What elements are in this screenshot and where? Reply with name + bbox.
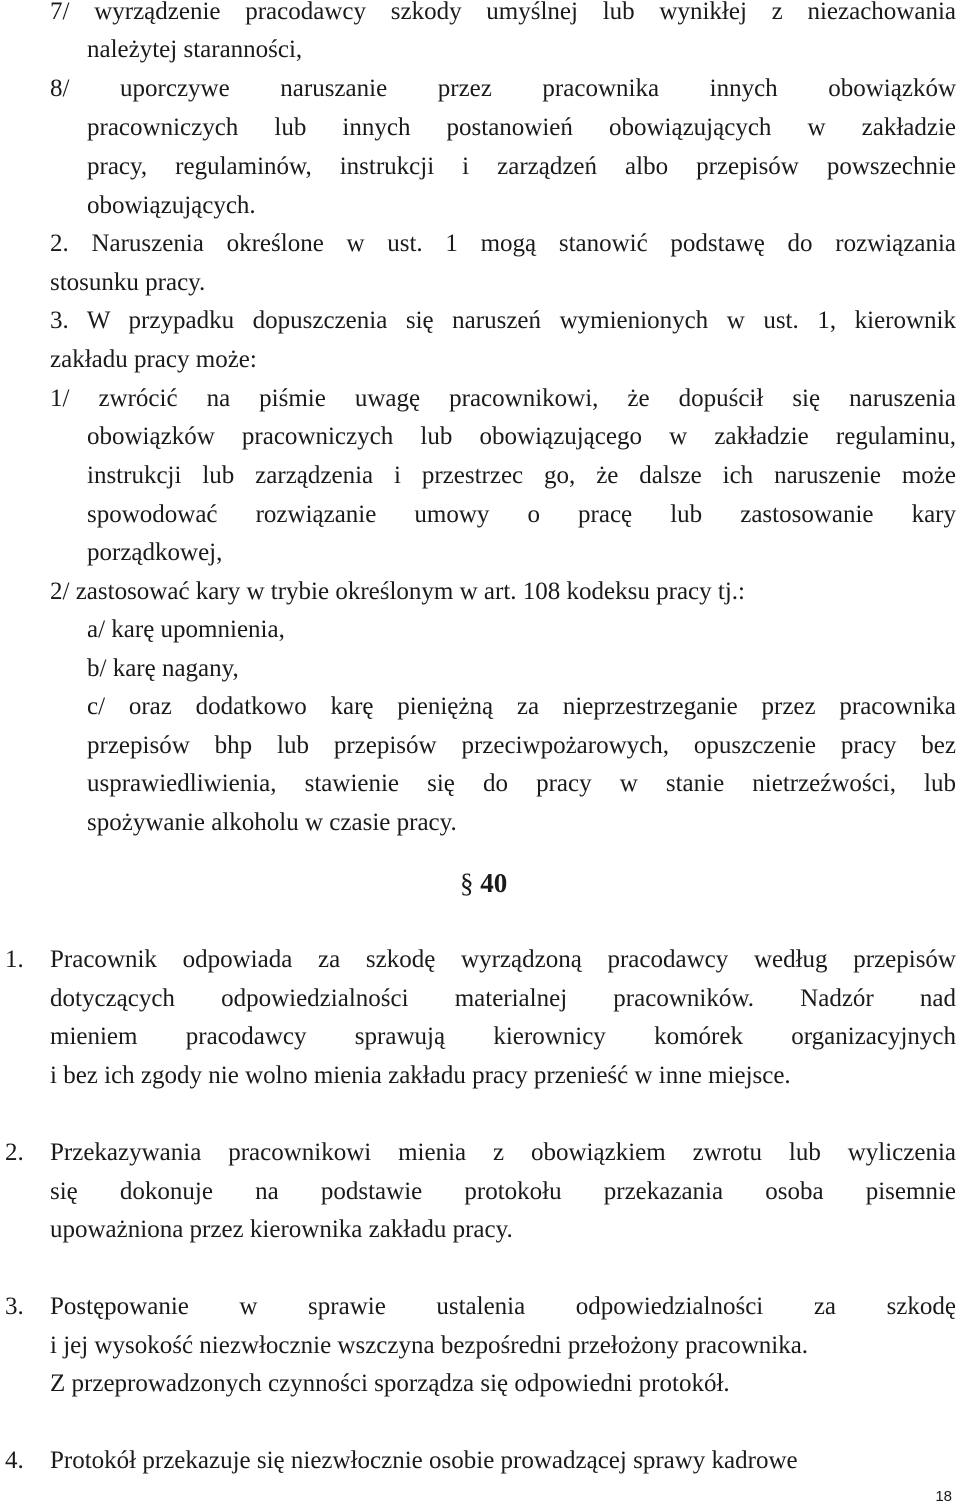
text-line: Postępowanie w sprawie ustalenia odpowiedzialności za szkodę [50,1293,956,1320]
text-line: instrukcji lub zarządzenia i przestrzec go, że dalsze ich naruszenie może [87,462,956,489]
page-number: 18 [935,1488,952,1505]
text-line: spożywanie alkoholu w czasie pracy. [87,809,457,836]
text-line: obowiązków pracowniczych lub obowiązującego w zakładzie regulaminu, [87,423,956,450]
text-line: upoważniona przez kierownika zakładu pracy. [50,1216,513,1243]
text-line: b/ karę nagany, [87,655,239,682]
section-number: 40 [480,868,508,898]
text-line: stosunku pracy. [50,269,206,296]
text-line: obowiązujących. [87,192,256,219]
text-line: Z przeprowadzonych czynności sporządza się odpowiedni protokół. [50,1370,730,1397]
text-line: 8/ uporczywe naruszanie przez pracownika innych obowiązków [50,75,956,102]
item-number: 2. [5,1139,24,1166]
text-line: usprawiedliwienia, stawienie się do pracy w stanie nietrzeźwości, lub [87,770,956,797]
text-line: przepisów bhp lub przepisów przeciwpożarowych, opuszczenie pracy bez [87,732,956,759]
text-line: 1/ zwrócić na piśmie uwagę pracownikowi, że dopuścił się naruszenia [50,385,956,412]
text-line: pracowniczych lub innych postanowień obowiązujących w zakładzie [87,114,956,141]
text-line: 2. Naruszenia określone w ust. 1 mogą stanowić podstawę do rozwiązania [50,230,956,257]
text-line: i bez ich zgody nie wolno mienia zakładu pracy przenieść w inne miejsce. [50,1062,791,1089]
text-line: a/ karę upomnienia, [87,616,285,643]
text-line: i jej wysokość niezwłocznie wszczyna bezpośredni przełożony pracownika. [50,1332,809,1359]
text-line: zakładu pracy może: [50,346,257,373]
item-number: 1. [5,946,24,973]
text-line: mieniem pracodawcy sprawują kierownicy komórek organizacyjnych [50,1023,956,1050]
text-line: pracy, regulaminów, instrukcji i zarządzeń albo przepisów powszechnie [87,153,956,180]
section-symbol: § [460,868,474,898]
text-line: porządkowej, [87,539,223,566]
text-line: c/ oraz dodatkowo karę pieniężną za nieprzestrzeganie przez pracownika [87,693,956,720]
text-line: dotyczących odpowiedzialności materialnej pracowników. Nadzór nad [50,985,956,1012]
item-number: 4. [5,1447,24,1474]
text-line: 2/ zastosować kary w trybie określonym w art. 108 kodeksu pracy tj.: [50,578,745,605]
text-line: się dokonuje na podstawie protokołu przekazania osoba pisemnie [50,1178,956,1205]
section-heading [460,868,507,898]
text-line: Pracownik odpowiada za szkodę wyrządzoną pracodawcy według przepisów [50,946,956,973]
item-number: 3. [5,1293,24,1320]
text-line: spowodować rozwiązanie umowy o pracę lub zastosowanie kary [87,501,956,528]
text-line: Protokół przekazuje się niezwłocznie osobie prowadzącej sprawy kadrowe [50,1447,798,1474]
text-line: 3. W przypadku dopuszczenia się naruszeń wymienionych w ust. 1, kierownik [50,307,956,334]
text-line: 7/ wyrządzenie pracodawcy szkody umyślnej lub wynikłej z niezachowania [50,0,956,25]
text-line: należytej staranności, [87,36,303,63]
text-line: Przekazywania pracownikowi mienia z obowiązkiem zwrotu lub wyliczenia [50,1139,956,1166]
